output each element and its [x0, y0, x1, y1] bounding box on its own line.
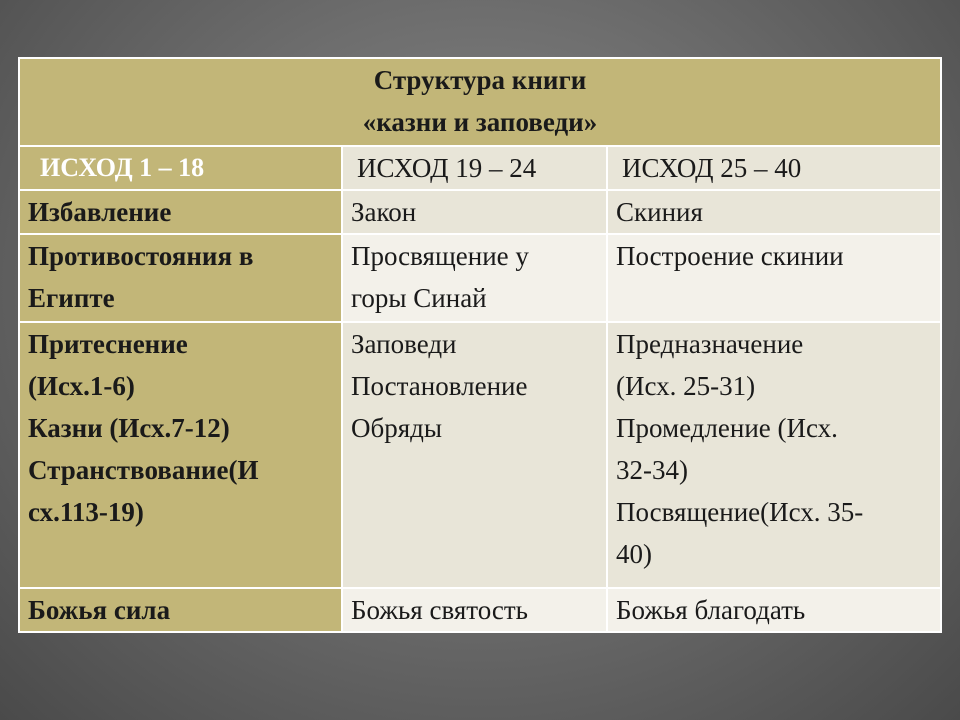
title-line-2: «казни и заповеди»	[362, 107, 598, 137]
cell-line: сх.113-19)	[28, 497, 144, 527]
row-4-col-2	[342, 588, 607, 632]
cell-line: Казни (Исх.7-12)	[28, 413, 230, 443]
cell-line: Просвящение у	[351, 241, 529, 271]
cell-line: Притеснение	[28, 329, 188, 359]
row-2-col-1	[19, 234, 342, 322]
cell-line: 32-34)	[616, 455, 688, 485]
header-exodus-25-40: ИСХОД 25 – 40	[607, 146, 941, 190]
cell-line: Закон	[351, 197, 417, 227]
cell-line: Заповеди	[351, 329, 457, 359]
cell-line: Постановление	[351, 371, 528, 401]
cell-line: (Исх.1-6)	[28, 371, 135, 401]
cell-line: Промедление (Исх.	[616, 413, 838, 443]
cell-line: Скиния	[616, 197, 703, 227]
title-line-1: Структура книги	[373, 65, 587, 95]
cell-line: горы Синай	[351, 283, 487, 313]
row-1-col-2	[342, 190, 607, 234]
table-row	[19, 588, 941, 632]
row-2-col-3	[607, 234, 941, 322]
cell-line: 40)	[616, 539, 652, 569]
table-row	[19, 190, 941, 234]
cell-line: Божья благодать	[616, 595, 806, 625]
row-3-col-2	[342, 322, 607, 588]
row-4-col-1	[19, 588, 342, 632]
cell-line: Избавление	[28, 197, 172, 227]
cell-line: Построение скинии	[616, 241, 844, 271]
cell-line: Посвящение(Исх. 35-	[616, 497, 864, 527]
row-4-col-3	[607, 588, 941, 632]
exodus-structure-table	[18, 57, 942, 633]
cell-line: (Исх. 25-31)	[616, 371, 756, 401]
cell-line: Противостояния в	[28, 241, 254, 271]
table-title	[19, 58, 941, 146]
cell-line: Божья святость	[351, 595, 528, 625]
row-3-col-1	[19, 322, 342, 588]
header-row	[19, 146, 941, 190]
header-exodus-19-24: ИСХОД 19 – 24	[342, 146, 607, 190]
row-1-col-3	[607, 190, 941, 234]
table-row	[19, 322, 941, 588]
header-exodus-1-18: ИСХОД 1 – 18	[19, 146, 342, 190]
cell-line: Предназначение	[616, 329, 804, 359]
cell-line: Странствование(И	[28, 455, 259, 485]
cell-line: Обряды	[351, 413, 443, 443]
row-1-col-1	[19, 190, 342, 234]
cell-line: Египте	[28, 283, 115, 313]
row-2-col-2	[342, 234, 607, 322]
title-row	[19, 58, 941, 146]
row-3-col-3	[607, 322, 941, 588]
cell-line: Божья сила	[28, 595, 171, 625]
table-row	[19, 234, 941, 322]
